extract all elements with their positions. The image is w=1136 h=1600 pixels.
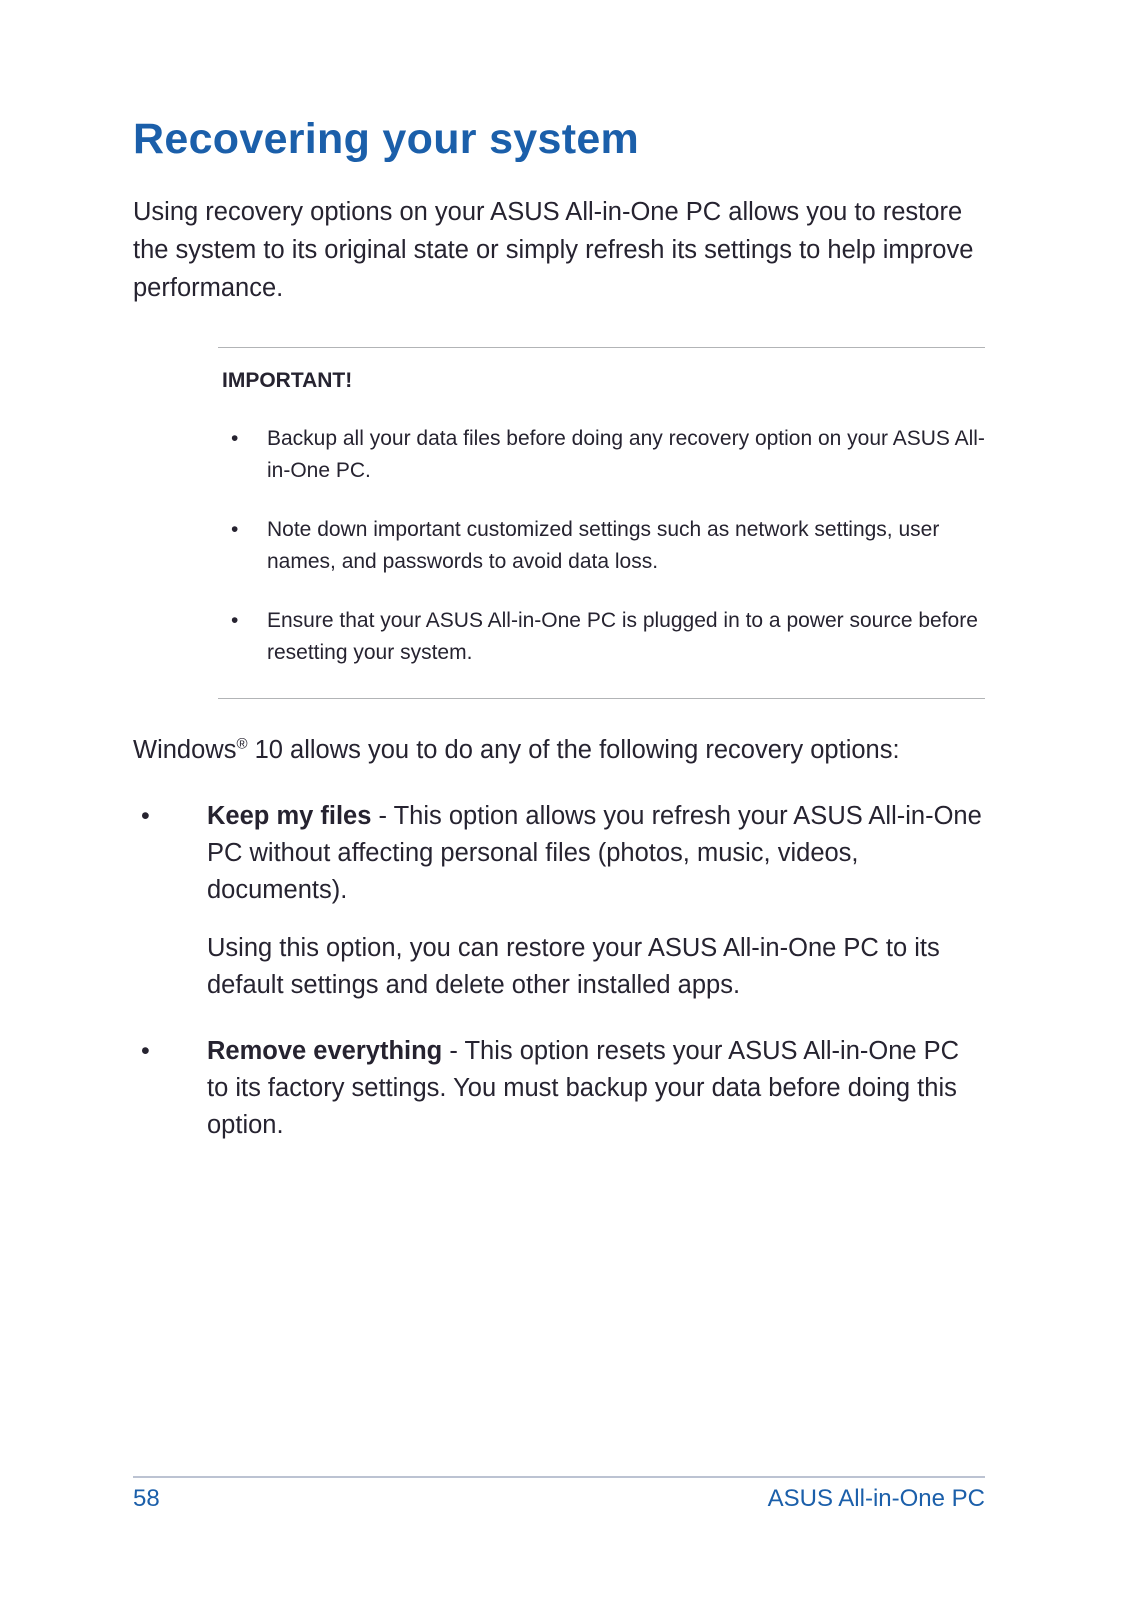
registered-trademark-symbol: ® (236, 735, 248, 753)
important-bullet-text: Ensure that your ASUS All-in-One PC is plugged in to a power source before resetting your system. (267, 609, 978, 665)
option-paragraph (207, 798, 985, 909)
important-label: IMPORTANT! (222, 369, 353, 393)
important-bullet-item (218, 423, 985, 487)
bullet-marker: • (231, 609, 239, 633)
recovery-option-item (133, 798, 985, 1004)
recovery-option-body (207, 798, 985, 1004)
recovery-option-body (207, 1033, 985, 1144)
footer-brand: ASUS All-in-One PC (767, 1485, 985, 1512)
option-title: Remove everything (207, 1037, 443, 1066)
page-title: Recovering your system (133, 115, 640, 163)
option-paragraph (207, 1033, 985, 1144)
bullet-marker: • (231, 518, 239, 542)
windows-line-text: 10 allows you to do any of the following recovery options: (247, 736, 900, 765)
option-paragraph: Using this option, you can restore your ASUS All-in-One PC to its default settings and delete other installed apps. (207, 934, 940, 1000)
page-content (133, 0, 985, 1144)
important-note-box (218, 347, 985, 699)
page-number: 58 (133, 1485, 160, 1512)
important-bullet-text: Backup all your data files before doing any recovery option on your ASUS All-in-One PC. (267, 427, 985, 483)
important-bullet-item (218, 605, 985, 669)
bullet-marker: • (231, 427, 239, 451)
windows-options-line (133, 732, 985, 769)
important-bullet-text: Note down important customized settings such as network settings, user names, and passwords to avoid data loss. (267, 518, 940, 574)
option-title: Keep my files (207, 802, 372, 831)
windows-line-text: Windows (133, 736, 237, 765)
important-bullet-item (218, 514, 985, 578)
intro-paragraph: Using recovery options on your ASUS All-in-One PC allows you to restore the system to its original state or simply refresh its settings to help improve performance. (133, 198, 974, 303)
recovery-option-item (133, 1033, 985, 1144)
option-description: - This option resets your ASUS All-in-One PC to its factory settings. You must backup your data before doing this option. (207, 1037, 960, 1140)
bullet-marker: • (141, 1037, 150, 1066)
option-description: - This option allows you refresh your ASUS All-in-One PC without affecting personal files (photos, music, videos, documents). (207, 802, 982, 905)
bullet-marker: • (141, 802, 150, 831)
page-footer (133, 1476, 985, 1513)
